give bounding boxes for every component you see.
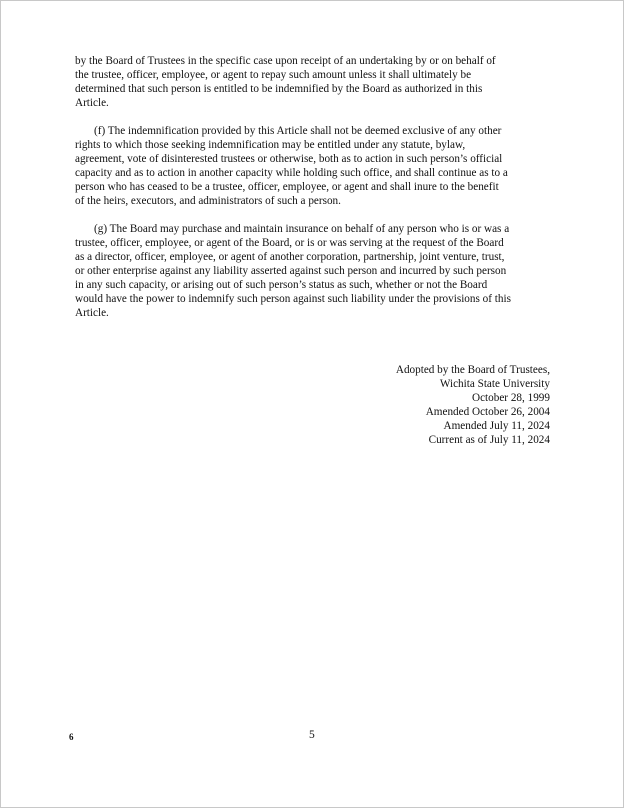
text-line: rights to which those seeking indemnification may be entitled under any statute, bylaw, xyxy=(75,139,466,152)
text-line: person who has ceased to be a trustee, officer, employee, or agent and shall inure to the benefit xyxy=(75,181,499,194)
text-line: in any such capacity, or arising out of such person’s status as such, whether or not the Board xyxy=(75,279,488,292)
text-line: agreement, vote of disinterested trustees or otherwise, both as to action in such person’s official xyxy=(75,153,503,166)
text-line: as a director, officer, employee, or agent of another corporation, partnership, joint venture, trust, xyxy=(75,251,505,264)
text-line: or other enterprise against any liability asserted against such person and incurred by such person xyxy=(75,265,507,278)
adoption-line: Current as of July 11, 2024 xyxy=(428,434,550,447)
text-line: would have the power to indemnify such person against such liability under the provisions of this xyxy=(75,293,511,306)
footer-left-number: 6 xyxy=(69,732,74,742)
page-number: 5 xyxy=(309,729,315,741)
adoption-line: Wichita State University xyxy=(439,378,550,391)
adoption-line: Amended October 26, 2004 xyxy=(425,406,550,419)
adoption-block xyxy=(396,363,550,447)
text-line: determined that such person is entitled to be indemnified by the Board as authorized in this xyxy=(75,83,483,96)
text-line: (g) The Board may purchase and maintain insurance on behalf of any person who is or was a xyxy=(94,223,510,235)
adoption-line: October 28, 1999 xyxy=(472,392,550,405)
paragraph-f xyxy=(75,124,552,208)
text-line: (f) The indemnification provided by this Article shall not be deemed exclusive of any other xyxy=(94,125,502,137)
adoption-line: Adopted by the Board of Trustees, xyxy=(395,364,550,376)
text-line: Article. xyxy=(75,307,109,320)
adoption-line: Amended July 11, 2024 xyxy=(443,420,550,433)
paragraph-g xyxy=(75,222,552,320)
text-line: capacity and as to action in another capacity while holding such office, and shall continue as to a xyxy=(75,167,508,180)
paragraph-continuation xyxy=(75,54,552,110)
text-line: the trustee, officer, employee, or agent to repay such amount unless it shall ultimately be xyxy=(75,69,472,82)
text-line: of the heirs, executors, and administrators of such a person. xyxy=(75,195,341,208)
text-line: trustee, officer, employee, or agent of the Board, or is or was serving at the request of the Board xyxy=(75,237,504,250)
text-line: by the Board of Trustees in the specific case upon receipt of an undertaking by or on behalf of xyxy=(75,55,496,67)
text-line: Article. xyxy=(75,97,109,110)
